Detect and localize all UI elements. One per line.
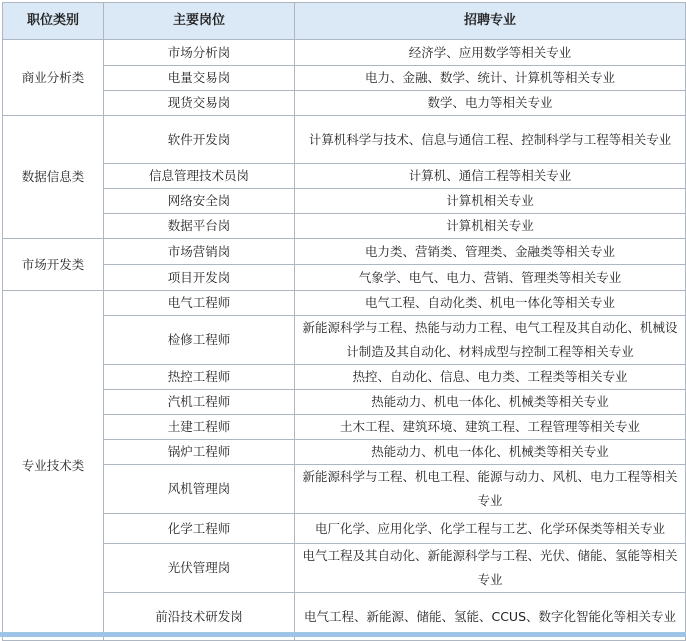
header-row [3, 3, 686, 40]
category-cell: 商业分析类 [3, 40, 104, 116]
major-cell: 热能动力、机电一体化、机械类等相关专业 [295, 390, 686, 415]
position-cell: 土建工程师 [104, 415, 295, 440]
position-cell: 市场分析岗 [104, 40, 295, 66]
major-cell: 电力、金融、数学、统计、计算机等相关专业 [295, 66, 686, 91]
position-cell: 现货交易岗 [104, 91, 295, 116]
position-cell: 信息管理技术员岗 [104, 164, 295, 189]
category-cell: 数据信息类 [3, 116, 104, 239]
major-cell: 计算机相关专业 [295, 214, 686, 239]
position-cell: 数据平台岗 [104, 214, 295, 239]
major-cell: 电力类、营销类、管理类、金融类等相关专业 [295, 239, 686, 265]
major-cell: 土木工程、建筑环境、建筑工程、工程管理等相关专业 [295, 415, 686, 440]
table-row [3, 316, 686, 365]
major-cell: 新能源科学与工程、热能与动力工程、电气工程及其自动化、机械设计制造及其自动化、材料成型与控制工程等相关专业 [295, 316, 686, 365]
table-row [3, 544, 686, 593]
table-row [3, 465, 686, 514]
major-cell: 电气工程、新能源、储能、氢能、CCUS、数字化智能化等相关专业 [295, 593, 686, 641]
table-row [3, 390, 686, 415]
header-category: 职位类别 [3, 3, 104, 40]
major-cell: 热能动力、机电一体化、机械类等相关专业 [295, 440, 686, 465]
major-cell: 计算机科学与技术、信息与通信工程、控制科学与工程等相关专业 [295, 116, 686, 164]
table-row [3, 214, 686, 239]
major-cell: 电气工程及其自动化、新能源科学与工程、光伏、储能、氢能等相关专业 [295, 544, 686, 593]
position-cell: 锅炉工程师 [104, 440, 295, 465]
bottom-border-bar [0, 632, 686, 637]
table-row [3, 291, 686, 316]
table-row [3, 514, 686, 544]
table-row [3, 440, 686, 465]
position-cell: 前沿技术研发岗 [104, 593, 295, 641]
table-row [3, 415, 686, 440]
header-major: 招聘专业 [295, 3, 686, 40]
table-row [3, 239, 686, 265]
position-cell: 光伏管理岗 [104, 544, 295, 593]
table-row [3, 40, 686, 66]
major-cell: 数学、电力等相关专业 [295, 91, 686, 116]
major-cell: 计算机、通信工程等相关专业 [295, 164, 686, 189]
position-cell: 市场营销岗 [104, 239, 295, 265]
major-cell: 计算机相关专业 [295, 189, 686, 214]
position-cell: 网络安全岗 [104, 189, 295, 214]
position-cell: 热控工程师 [104, 365, 295, 390]
major-cell: 经济学、应用数学等相关专业 [295, 40, 686, 66]
position-cell: 电量交易岗 [104, 66, 295, 91]
major-cell: 电气工程、自动化类、机电一体化等相关专业 [295, 291, 686, 316]
position-cell: 汽机工程师 [104, 390, 295, 415]
position-cell: 检修工程师 [104, 316, 295, 365]
table-row [3, 116, 686, 164]
table-row [3, 164, 686, 189]
position-cell: 项目开发岗 [104, 265, 295, 291]
position-cell: 化学工程师 [104, 514, 295, 544]
table-row [3, 265, 686, 291]
major-cell: 热控、自动化、信息、电力类、工程类等相关专业 [295, 365, 686, 390]
position-cell: 软件开发岗 [104, 116, 295, 164]
major-cell: 气象学、电气、电力、营销、管理类等相关专业 [295, 265, 686, 291]
table-row [3, 189, 686, 214]
table-row [3, 91, 686, 116]
category-cell: 市场开发类 [3, 239, 104, 291]
position-cell: 电气工程师 [104, 291, 295, 316]
header-position: 主要岗位 [104, 3, 295, 40]
position-cell: 风机管理岗 [104, 465, 295, 514]
major-cell: 电厂化学、应用化学、化学工程与工艺、化学环保类等相关专业 [295, 514, 686, 544]
table-row [3, 66, 686, 91]
category-cell: 专业技术类 [3, 291, 104, 641]
table-row [3, 365, 686, 390]
major-cell: 新能源科学与工程、机电工程、能源与动力、风机、电力工程等相关专业 [295, 465, 686, 514]
recruitment-table [2, 2, 686, 641]
